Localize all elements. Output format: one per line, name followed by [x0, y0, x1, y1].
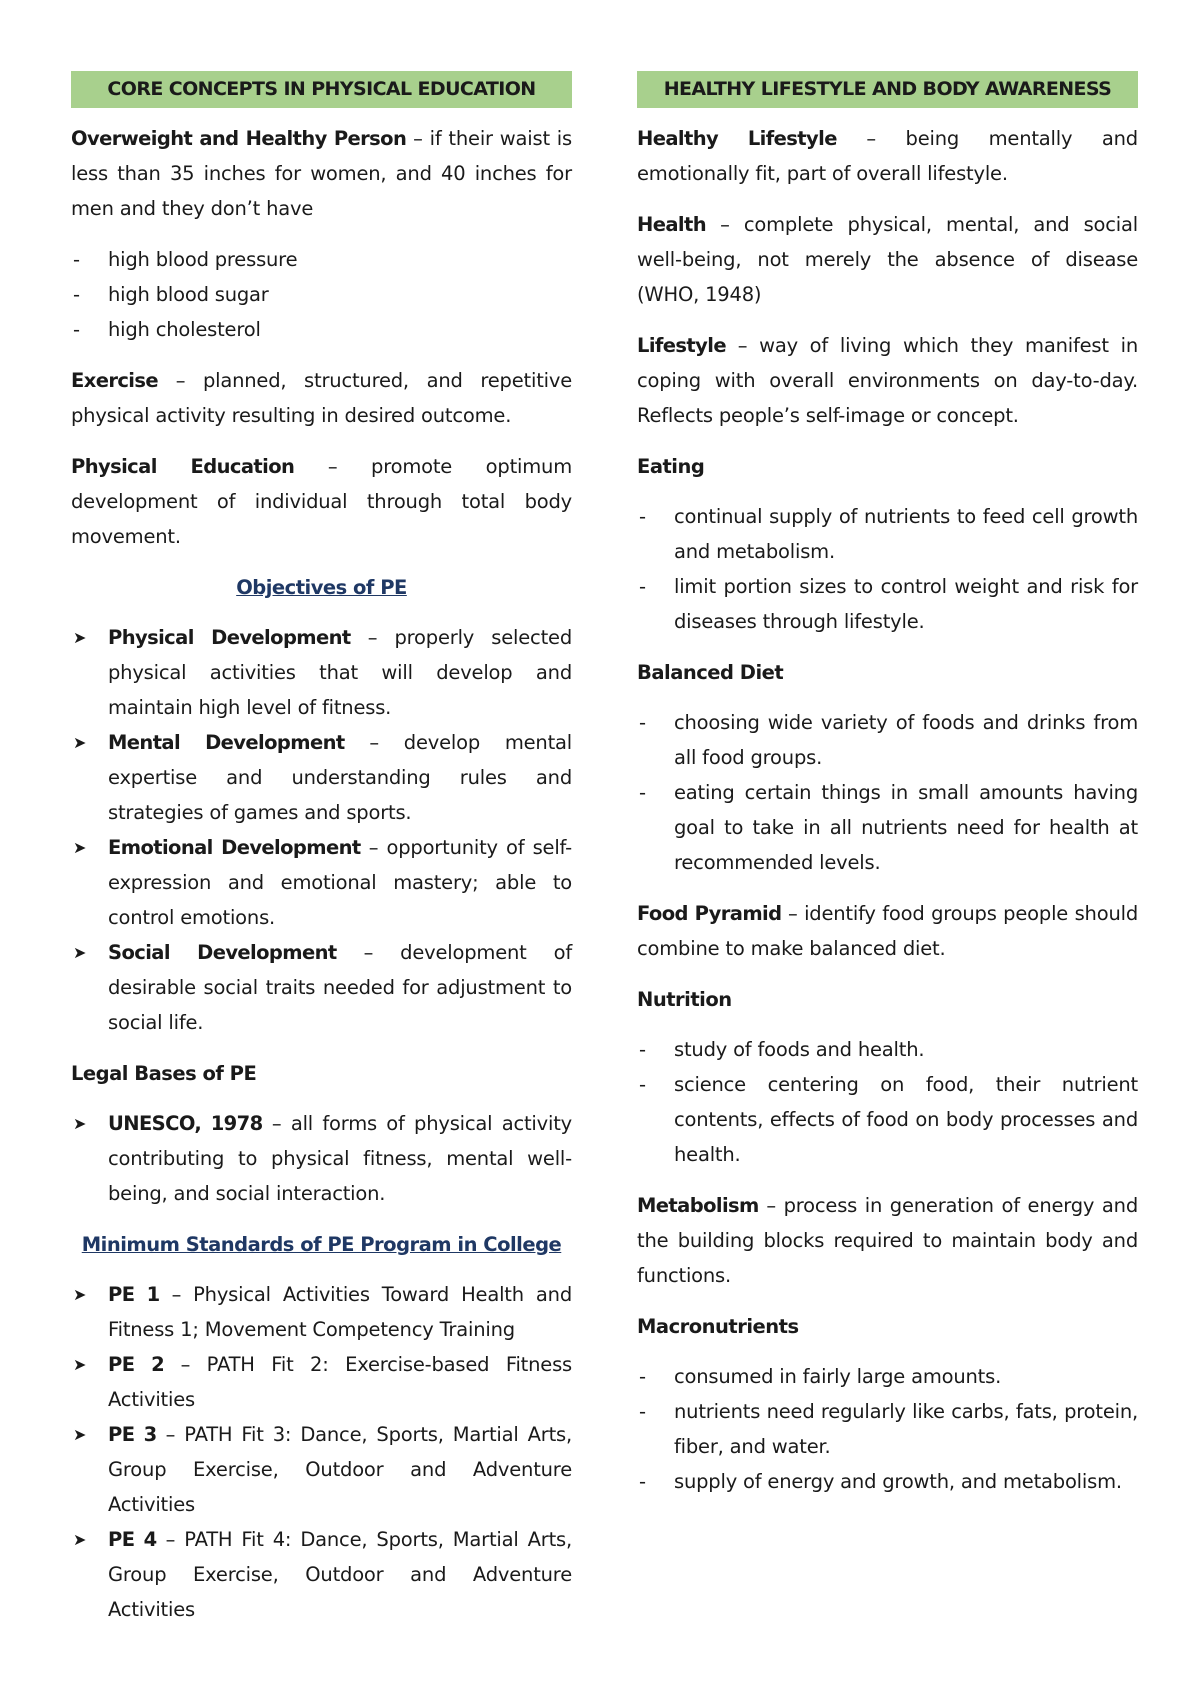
right-column	[637, 71, 1138, 1515]
term: Metabolism	[637, 1194, 759, 1217]
definition-text: – process in generation of energy and the building blocks required to maintain body and functions.	[637, 1194, 1138, 1287]
term: Social Development	[108, 941, 337, 964]
term: Emotional Development	[108, 836, 361, 859]
term: Physical Education	[71, 455, 295, 478]
definition-text: – properly selected physical activities that will develop and maintain high level of fitness.	[108, 626, 572, 719]
term: PE 4	[108, 1528, 157, 1551]
definition-overweight	[71, 121, 572, 226]
subtitle-objectives: Objectives of PE	[236, 576, 407, 599]
list-item	[71, 830, 572, 935]
section-header-core-concepts: CORE CONCEPTS IN PHYSICAL EDUCATION	[71, 71, 572, 108]
list-item: - high blood pressure	[71, 242, 572, 277]
list-item: - high cholesterol	[71, 312, 572, 347]
eating-list	[637, 499, 1138, 639]
subtitle-minimum-standards: Minimum Standards of PE Program in College	[81, 1233, 562, 1256]
term: PE 1	[108, 1283, 160, 1306]
definition-text: – all forms of physical activity contributing to physical fitness, mental well-being, and social interaction.	[108, 1112, 572, 1205]
definition-text: – develop mental expertise and understanding rules and strategies of games and sports.	[108, 731, 572, 824]
list-item	[71, 1277, 572, 1347]
standards-list	[71, 1277, 572, 1627]
list-item: - nutrients need regularly like carbs, fats, protein, fiber, and water.	[637, 1394, 1138, 1464]
list-item	[71, 1347, 572, 1417]
arrow-bullet-icon: ➤	[73, 943, 87, 962]
left-column	[71, 71, 572, 1643]
definition-text: – PATH Fit 3: Dance, Sports, Martial Arts, Group Exercise, Outdoor and Adventure Activities	[108, 1423, 572, 1516]
objectives-list	[71, 620, 572, 1040]
legal-list	[71, 1106, 572, 1211]
term: Overweight and Healthy Person	[71, 127, 407, 150]
nutrition-list	[637, 1032, 1138, 1172]
list-item: - choosing wide variety of foods and drinks from all food groups.	[637, 705, 1138, 775]
list-item	[71, 1106, 572, 1211]
arrow-bullet-icon: ➤	[73, 1355, 87, 1374]
list-item: - high blood sugar	[71, 277, 572, 312]
arrow-bullet-icon: ➤	[73, 1530, 87, 1549]
definition-text: – PATH Fit 2: Exercise-based Fitness Activities	[108, 1353, 572, 1411]
definition-healthy-lifestyle	[637, 121, 1138, 191]
term: PE 2	[108, 1353, 165, 1376]
arrow-bullet-icon: ➤	[73, 733, 87, 752]
balanced-diet-list	[637, 705, 1138, 880]
term: Health	[637, 213, 706, 236]
definition-text: – promote optimum development of individual through total body movement.	[71, 455, 573, 548]
heading-balanced-diet: Balanced Diet	[637, 661, 784, 684]
term: PE 3	[108, 1423, 157, 1446]
definition-text: – Physical Activities Toward Health and Fitness 1; Movement Competency Training	[108, 1283, 572, 1341]
list-item: - study of foods and health.	[637, 1032, 1138, 1067]
term: Lifestyle	[637, 334, 726, 357]
list-item	[71, 1417, 572, 1522]
list-item: - consumed in fairly large amounts.	[637, 1359, 1138, 1394]
definition-text: – if their waist is less than 35 inches for women, and 40 inches for men and they don’t have	[71, 127, 572, 220]
definition-physical-education	[71, 449, 572, 554]
list-item	[71, 725, 572, 830]
arrow-bullet-icon: ➤	[73, 1285, 87, 1304]
arrow-bullet-icon: ➤	[73, 1114, 87, 1133]
definition-text: – PATH Fit 4: Dance, Sports, Martial Arts, Group Exercise, Outdoor and Adventure Activities	[108, 1528, 572, 1621]
definition-exercise	[71, 363, 572, 433]
definition-text: – being mentally and emotionally fit, part of overall lifestyle.	[637, 127, 1138, 185]
overweight-list	[71, 242, 572, 347]
term: UNESCO, 1978	[108, 1112, 263, 1135]
list-item	[71, 1522, 572, 1627]
list-item: - eating certain things in small amounts having goal to take in all nutrients need for health at recommended levels.	[637, 775, 1138, 880]
definition-lifestyle	[637, 328, 1138, 433]
definition-text: – identify food groups people should combine to make balanced diet.	[637, 902, 1138, 960]
arrow-bullet-icon: ➤	[73, 1425, 87, 1444]
definition-health	[637, 207, 1138, 312]
definition-text: – planned, structured, and repetitive physical activity resulting in desired outcome.	[71, 369, 572, 427]
heading-legal-bases: Legal Bases of PE	[71, 1062, 257, 1085]
heading-nutrition: Nutrition	[637, 988, 732, 1011]
list-item: - continual supply of nutrients to feed cell growth and metabolism.	[637, 499, 1138, 569]
list-item	[71, 935, 572, 1040]
heading-eating: Eating	[637, 455, 705, 478]
term: Healthy Lifestyle	[637, 127, 837, 150]
definition-food-pyramid	[637, 896, 1138, 966]
heading-macronutrients: Macronutrients	[637, 1315, 799, 1338]
term: Mental Development	[108, 731, 345, 754]
list-item: - science centering on food, their nutrient contents, effects of food on body processes and health.	[637, 1067, 1138, 1172]
definition-text: – complete physical, mental, and social well-being, not merely the absence of disease (WHO, 1948)	[637, 213, 1138, 306]
term: Food Pyramid	[637, 902, 782, 925]
term: Exercise	[71, 369, 159, 392]
list-item: - limit portion sizes to control weight and risk for diseases through lifestyle.	[637, 569, 1138, 639]
term: Physical Development	[108, 626, 351, 649]
arrow-bullet-icon: ➤	[73, 628, 87, 647]
definition-text: – way of living which they manifest in coping with overall environments on day-to-day. Reflects people’s self-image or concept.	[637, 334, 1138, 427]
arrow-bullet-icon: ➤	[73, 838, 87, 857]
definition-text: – opportunity of self-expression and emotional mastery; able to control emotions.	[108, 836, 572, 929]
definition-metabolism	[637, 1188, 1138, 1293]
list-item	[71, 620, 572, 725]
definition-text: – development of desirable social traits needed for adjustment to social life.	[108, 941, 572, 1034]
list-item: - supply of energy and growth, and metabolism.	[637, 1464, 1138, 1499]
macronutrients-list	[637, 1359, 1138, 1499]
section-header-healthy-lifestyle: HEALTHY LIFESTYLE AND BODY AWARENESS	[637, 71, 1138, 108]
